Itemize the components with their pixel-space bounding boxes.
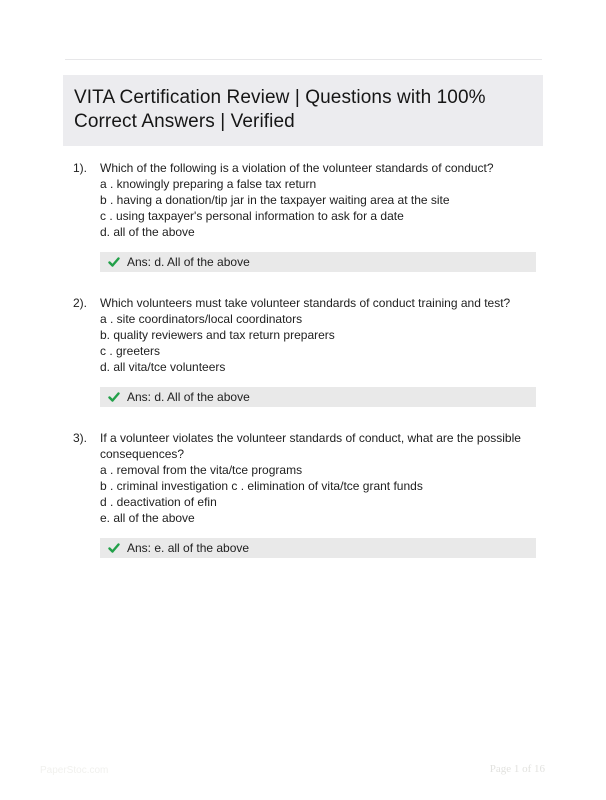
- question-option: c . using taxpayer's personal information to ask for a date: [100, 209, 404, 223]
- question-number: 3).: [73, 431, 88, 445]
- watermark: PaperStoc.com: [40, 765, 109, 776]
- question-body: [100, 295, 537, 407]
- check-icon: [108, 392, 120, 403]
- check-icon: [108, 257, 120, 268]
- question-option: a . removal from the vita/tce programs: [100, 463, 303, 477]
- question-option: d. all of the above: [100, 225, 195, 239]
- question-option: d . deactivation of efin: [100, 495, 217, 509]
- question-text: Which volunteers must take volunteer standards of conduct training and test?: [100, 296, 511, 310]
- question-item: [73, 295, 537, 407]
- question-option: e. all of the above: [100, 511, 195, 525]
- question-number: 2).: [73, 296, 88, 310]
- question-option: c . greeters: [100, 344, 161, 358]
- question-option: a . knowingly preparing a false tax return: [100, 177, 317, 191]
- page-indicator: Page 1 of 16: [489, 763, 545, 775]
- answer-text: Ans: d. All of the above: [127, 255, 250, 269]
- question-option: d. all vita/tce volunteers: [100, 360, 226, 374]
- answer-box: [100, 387, 536, 407]
- answer-box: [100, 252, 536, 272]
- question-option: b . criminal investigation c . elimination of vita/tce grant funds: [100, 479, 423, 493]
- question-option: b . having a donation/tip jar in the taxpayer waiting area at the site: [100, 193, 450, 207]
- question-item: [73, 160, 537, 272]
- question-item: [73, 430, 537, 558]
- question-body: [100, 430, 537, 558]
- page-title: VITA Certification Review | Questions with 100% Correct Answers | Verified: [63, 75, 543, 146]
- check-icon: [108, 543, 120, 554]
- question-list: [73, 160, 537, 581]
- answer-text: Ans: e. all of the above: [127, 541, 250, 555]
- question-option: b. quality reviewers and tax return preparers: [100, 328, 335, 342]
- question-option: a . site coordinators/local coordinators: [100, 312, 303, 326]
- question-number: 1).: [73, 161, 88, 175]
- header-divider: [65, 59, 542, 60]
- question-body: [100, 160, 537, 272]
- answer-text: Ans: d. All of the above: [127, 390, 250, 404]
- question-text: If a volunteer violates the volunteer standards of conduct, what are the possible consequences?: [100, 431, 521, 461]
- question-text: Which of the following is a violation of the volunteer standards of conduct?: [100, 161, 494, 175]
- answer-box: [100, 538, 536, 558]
